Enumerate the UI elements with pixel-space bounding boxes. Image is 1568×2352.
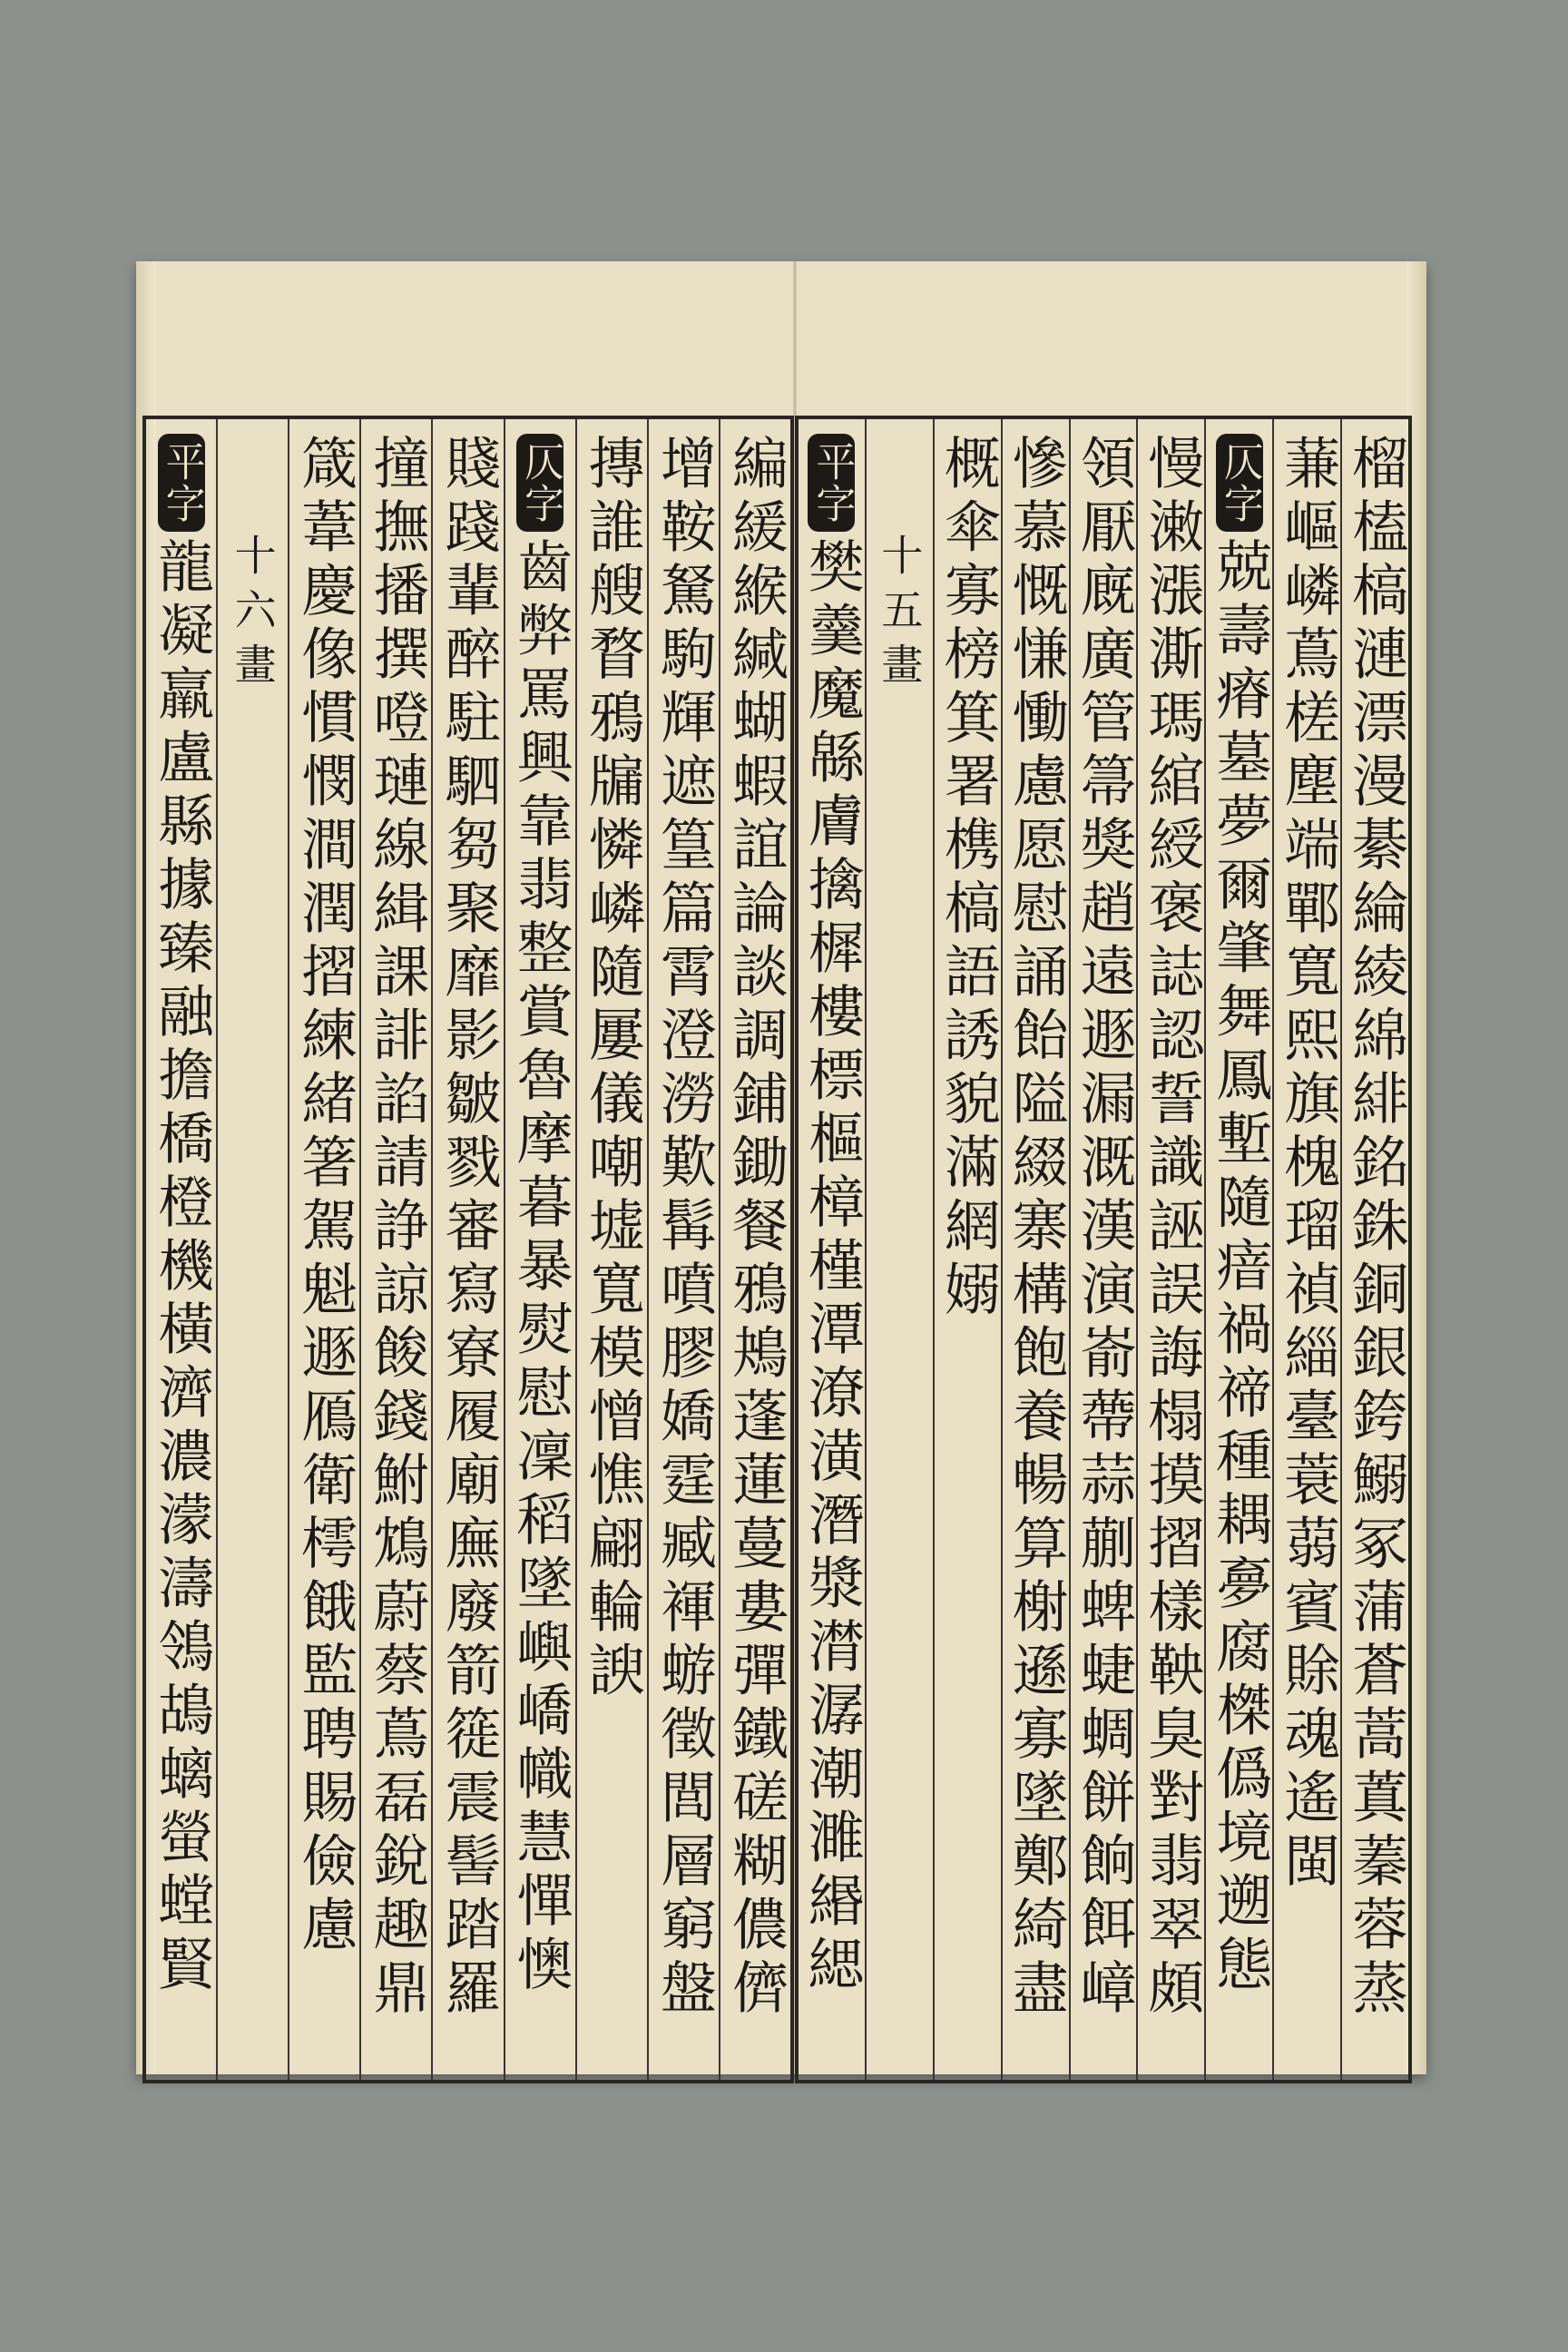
right-col-2 (1272, 419, 1340, 2080)
right-col-3 (1204, 419, 1272, 2080)
column-text: 概傘寡榜箕署槜槁語誘貌滿網嫋 (935, 434, 1002, 1323)
column-text: 箴葦慶像慣憫澗潤摺練緒箸駕魁遯鴈衛樗餓監聘賜儉慮 (291, 434, 358, 1958)
right-col-5 (1069, 419, 1137, 2080)
left-col-4 (504, 419, 575, 2080)
column-text: 摶誰艘瞀鴉牖憐嶙隨屢儀嘲墟寬模憎憔翩輪諛 (579, 434, 646, 1704)
tone-tag: 仄字 (516, 434, 564, 532)
column-text: 兢壽瘠墓夢爾肇舞鳳塹隨瘖禍禘種耦夣腐榤僞境遡態 (1206, 537, 1273, 1998)
column-text: 龍凝羸盧縣據臻融擔橋橙機橫濟濃濛濤鴒鴣螭螢螳賢 (148, 537, 215, 1998)
left-col-5 (431, 419, 503, 2080)
left-col-7 (288, 419, 359, 2080)
column-text: 領厭廐廣管箒獎趙遠遯漏溉漢演嵛蔕蒜蒯蜱蜨蜩餅餉餌嶂 (1070, 434, 1137, 2022)
left-col-2 (647, 419, 719, 2080)
column-text: 慘慕慨慊慟慮愿慰誦飴隘綴寨構飽養暢算榭遜寡墜鄭綺盡 (1003, 434, 1070, 2022)
left-col-8 (216, 419, 288, 2080)
right-col-6 (1001, 419, 1069, 2080)
right-col-8 (865, 419, 933, 2080)
column-text: 編緩緱緘蝴蝦誼論談調鋪鋤餐鴉鴂蓬蓮蔓婁彈鐵磋糊儂儕 (722, 434, 789, 2022)
left-col-6 (359, 419, 431, 2080)
column-text: 慢潄漲澌瑪綰綬褒誌認誓識誣誤誨榻摸摺樣鞅臭對翡翠頗 (1138, 434, 1205, 2022)
right-col-1 (1340, 419, 1408, 2080)
column-text: 樊羹魔緜膚擒樨樓標樞樟槿潭潦潢潛漿潸潺潮濉緡緦 (799, 537, 866, 1998)
column-text: 齒弊罵興靠翡整賞魯摩暮暴熨慰凜稻墜嶼嶠幟慧憚懊 (507, 537, 574, 1998)
right-col-9 (799, 419, 865, 2080)
book-spread (136, 261, 1426, 2074)
right-page-frame (795, 416, 1412, 2083)
left-col-1 (719, 419, 790, 2080)
column-text: 賤踐輩醉駐駟芻聚靡影皺戮審寫寮履廟廡廢箭簁震髻踏羅 (436, 434, 502, 2022)
column-text: 蒹嶇嶙蔦槎塵端鄲寬熙旗槐瑠禎緇臺蓑蒻賓賖魂遙閩 (1274, 434, 1341, 1895)
left-col-3 (575, 419, 647, 2080)
left-col-9 (146, 419, 216, 2080)
stroke-count-heading: 十五畫 (875, 534, 925, 697)
tone-tag: 平字 (158, 434, 205, 532)
stroke-count-heading: 十六畫 (228, 534, 278, 697)
column-text: 撞撫播撰噔璉線緝課誹諂請諍諒餕錢鮒鴆蔚蔡蔦磊銳趣鼎 (363, 434, 430, 2022)
column-text: 榴榼槁漣漂漫綦綸綾綿緋銘銖銅銀銙鰯冢蒲蒼蒿蒖蓁蓉蒸 (1342, 434, 1409, 2022)
left-page-frame (142, 416, 794, 2083)
right-col-7 (933, 419, 1001, 2080)
right-col-4 (1136, 419, 1204, 2080)
column-text: 增鞍駑駒輝遮篁篇霄澄澇歎髯噴膠嬌霆臧褌蝣徵閭層窮盤 (651, 434, 718, 2022)
tone-tag: 仄字 (1216, 434, 1263, 532)
tone-tag: 平字 (808, 434, 855, 532)
